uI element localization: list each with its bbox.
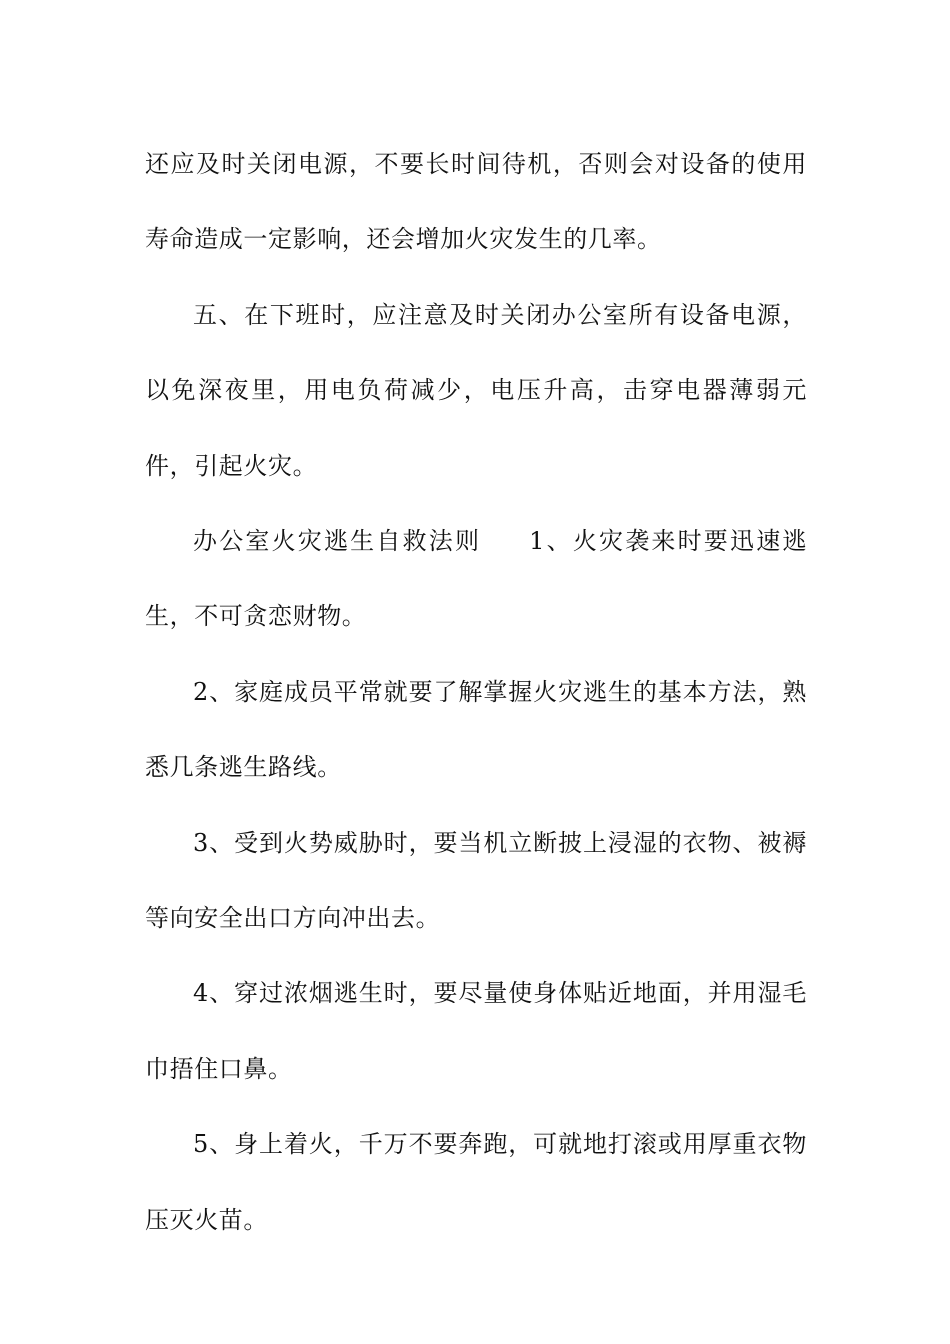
paragraph-power-off-standby: 还应及时关闭电源，不要长时间待机，否则会对设备的使用寿命造成一定影响，还会增加火灾发生的几率。 bbox=[145, 150, 807, 254]
section-heading-escape-rules: 办公室火灾逃生自救法则 bbox=[193, 527, 482, 556]
escape-rule-3: 3、受到火势威胁时，要当机立断披上浸湿的衣物、被褥等向安全出口方向冲出去。 bbox=[145, 828, 807, 933]
escape-rule-4: 4、穿过浓烟逃生时，要尽量使身体贴近地面，并用湿毛巾捂住口鼻。 bbox=[145, 979, 807, 1083]
document-body bbox=[145, 127, 807, 1258]
escape-rule-2: 2、家庭成员平常就要了解掌握火灾逃生的基本方法，熟悉几条逃生路线。 bbox=[145, 677, 807, 782]
paragraph-escape-rules bbox=[145, 504, 807, 655]
paragraph-item-five: 五、在下班时，应注意及时关闭办公室所有设备电源，以免深夜里，用电负荷减少，电压升高，击穿电器薄弱元件，引起火灾。 bbox=[145, 300, 807, 480]
escape-rule-5: 5、身上着火，千万不要奔跑，可就地打滚或用厚重衣物压灭火苗。 bbox=[145, 1130, 807, 1234]
escape-rule-1: 1、火灾袭来时要迅速逃生，不可贪恋财物。 bbox=[145, 527, 807, 631]
